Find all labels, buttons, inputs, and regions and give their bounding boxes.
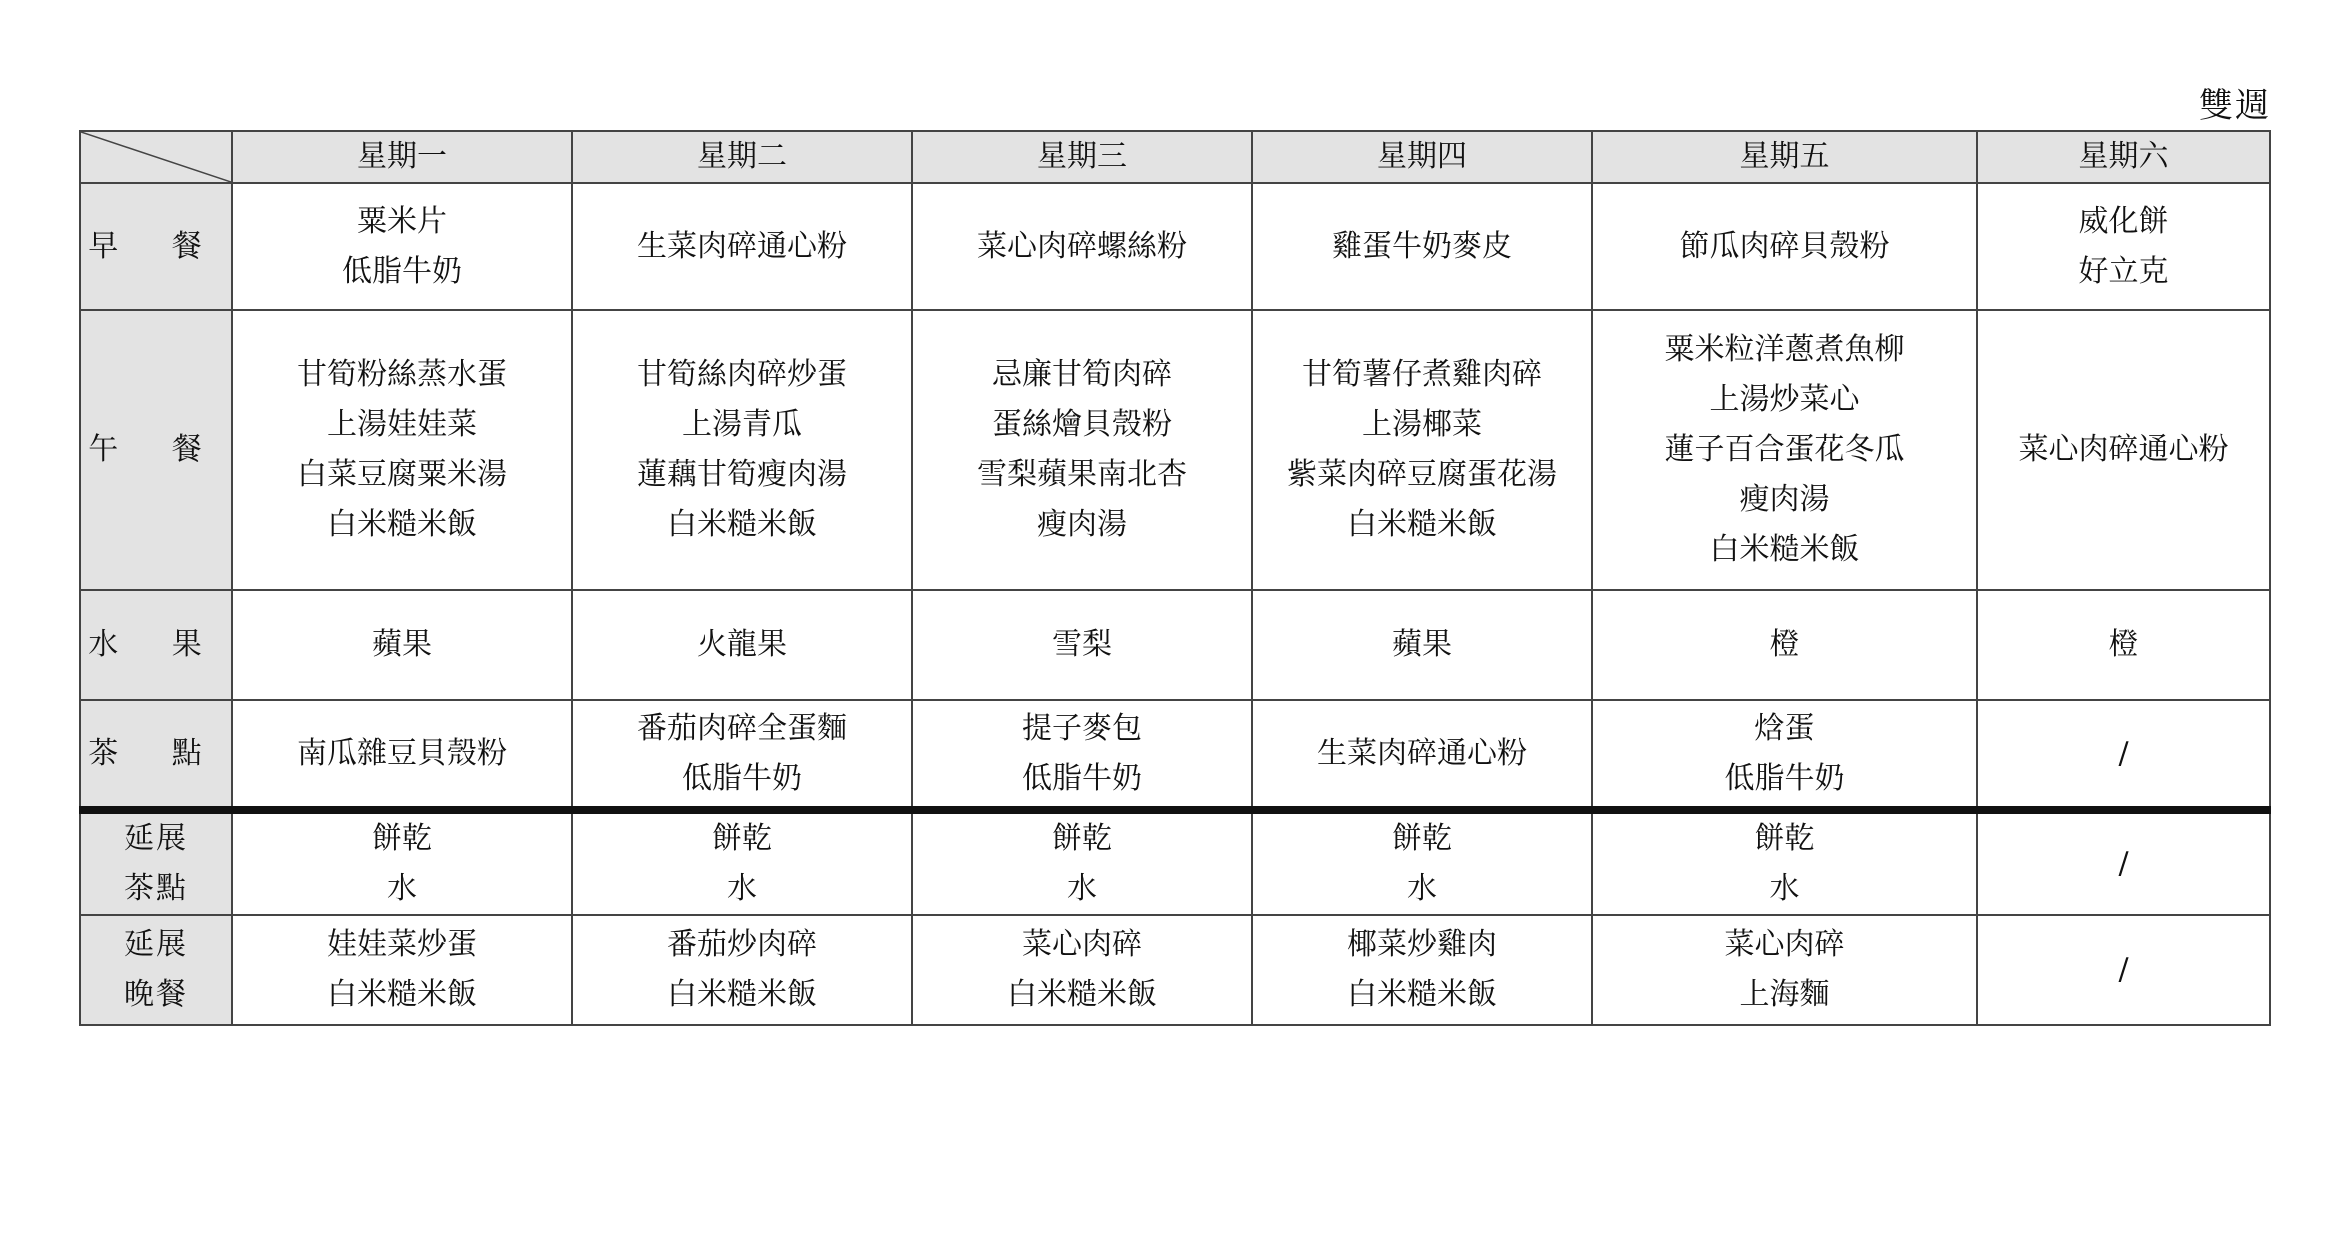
menu-item: 水 [727, 871, 757, 906]
menu-item: 蓮子百合蛋花冬瓜 [1664, 432, 1905, 467]
menu-item: 上湯炒菜心 [1709, 382, 1860, 417]
menu-item: 橙 [2108, 627, 2139, 662]
menu-item: 水 [1769, 871, 1800, 906]
menu-item: 白米糙米飯 [327, 977, 477, 1012]
menu-item: 節瓜肉碎貝殼粉 [1679, 228, 1890, 264]
menu-cell [1977, 810, 2270, 915]
menu-item: 低脂牛奶 [342, 253, 462, 289]
menu-cell [572, 590, 912, 700]
menu-item: 雪梨 [1052, 627, 1112, 662]
row-label-snack: 茶 點 [80, 700, 232, 810]
menu-item: 番茄肉碎全蛋麵 [637, 710, 847, 746]
day-header-tue: 星期二 [572, 131, 912, 183]
header-row [80, 131, 2270, 183]
menu-item: 低脂牛奶 [1022, 760, 1142, 796]
menu-item: 番茄炒肉碎 [667, 927, 817, 962]
menu-item: 蓮藕甘筍瘦肉湯 [637, 457, 847, 492]
day-header-mon: 星期一 [232, 131, 572, 183]
menu-item: 白米糙米飯 [1007, 977, 1157, 1012]
menu-item: 瘦肉湯 [1739, 482, 1830, 517]
diagonal-line [81, 132, 231, 182]
menu-item: 餅乾 [1754, 821, 1815, 856]
menu-item: 生菜肉碎通心粉 [1317, 735, 1527, 771]
menu-cell [1977, 590, 2270, 700]
menu-item: 蘋果 [1392, 627, 1452, 662]
row-label-line: 茶點 [124, 871, 188, 906]
menu-item: 低脂牛奶 [1724, 760, 1845, 796]
menu-item: / [2118, 846, 2129, 881]
menu-item: 上海麵 [1739, 977, 1830, 1012]
menu-cell [572, 700, 912, 810]
menu-cell [912, 700, 1252, 810]
menu-cell [232, 810, 572, 915]
menu-cell [1252, 810, 1592, 915]
day-header-fri: 星期五 [1592, 131, 1977, 183]
menu-item: 上湯青瓜 [682, 407, 802, 442]
menu-cell [912, 590, 1252, 700]
corner-cell [80, 131, 232, 183]
menu-item: 水 [1067, 871, 1097, 906]
menu-item: 甘筍絲肉碎炒蛋 [637, 357, 847, 392]
menu-item: 餅乾 [712, 821, 772, 856]
menu-cell [232, 183, 572, 310]
menu-cell [1592, 183, 1977, 310]
weekly-menu-table [79, 130, 2271, 1026]
row-label-line: 延展 [124, 821, 188, 856]
menu-cell [1977, 915, 2270, 1025]
menu-cell [1592, 915, 1977, 1025]
week-label: 雙週 [2199, 86, 2271, 126]
menu-row-fruit [80, 590, 2270, 700]
menu-row-extended-dinner [80, 915, 2270, 1025]
menu-item: 白菜豆腐粟米湯 [297, 457, 507, 492]
menu-cell [232, 700, 572, 810]
menu-item: 餅乾 [1052, 821, 1112, 856]
menu-item: 火龍果 [697, 627, 787, 662]
menu-item: 菜心肉碎通心粉 [2018, 432, 2229, 467]
menu-cell [1592, 700, 1977, 810]
menu-item: 好立克 [2078, 253, 2169, 289]
menu-item: 蘋果 [372, 627, 432, 662]
menu-cell [912, 915, 1252, 1025]
menu-cell [232, 915, 572, 1025]
row-label-breakfast: 早 餐 [80, 183, 232, 310]
menu-cell [1252, 590, 1592, 700]
menu-item: 白米糙米飯 [1347, 507, 1497, 542]
menu-cell [572, 183, 912, 310]
menu-item: 雞蛋牛奶麥皮 [1332, 228, 1512, 264]
menu-cell [1592, 590, 1977, 700]
menu-cell [912, 810, 1252, 915]
menu-item: 餅乾 [372, 821, 432, 856]
menu-item: 水 [387, 871, 417, 906]
menu-item: 白米糙米飯 [1347, 977, 1497, 1012]
menu-item: 白米糙米飯 [1709, 532, 1860, 567]
menu-cell [1977, 310, 2270, 590]
menu-cell [1592, 310, 1977, 590]
menu-cell [232, 310, 572, 590]
menu-item: 白米糙米飯 [667, 507, 817, 542]
menu-item: 上湯娃娃菜 [327, 407, 477, 442]
menu-cell [572, 915, 912, 1025]
menu-cell [572, 810, 912, 915]
menu-item: 低脂牛奶 [682, 760, 802, 796]
menu-row-snack [80, 700, 2270, 810]
menu-row-extended-snack [80, 810, 2270, 915]
row-label-line: 晚餐 [124, 977, 188, 1012]
menu-item: 粟米粒洋蔥煮魚柳 [1664, 332, 1905, 367]
menu-cell [1977, 183, 2270, 310]
menu-item: 生菜肉碎通心粉 [637, 228, 847, 264]
menu-item: 甘筍粉絲蒸水蛋 [297, 357, 507, 392]
menu-item: 粟米片 [357, 203, 447, 239]
menu-item: / [2118, 952, 2129, 987]
day-header-thu: 星期四 [1252, 131, 1592, 183]
menu-item: 娃娃菜炒蛋 [327, 927, 477, 962]
menu-row-breakfast [80, 183, 2270, 310]
menu-item: 白米糙米飯 [327, 507, 477, 542]
row-label-extended-dinner [80, 915, 232, 1025]
menu-item: 菜心肉碎螺絲粉 [977, 228, 1187, 264]
menu-cell [232, 590, 572, 700]
row-label-line: 延展 [124, 927, 188, 962]
menu-cell [912, 310, 1252, 590]
menu-row-lunch [80, 310, 2270, 590]
menu-cell [572, 310, 912, 590]
menu-item: 焓蛋 [1754, 710, 1815, 746]
menu-cell [1252, 183, 1592, 310]
menu-item: 水 [1407, 871, 1437, 906]
menu-item: 菜心肉碎 [1724, 927, 1845, 962]
menu-item: 白米糙米飯 [667, 977, 817, 1012]
menu-item: 椰菜炒雞肉 [1347, 927, 1497, 962]
menu-item: 餅乾 [1392, 821, 1452, 856]
row-label-fruit: 水 果 [80, 590, 232, 700]
menu-item: 紫菜肉碎豆腐蛋花湯 [1287, 457, 1557, 492]
day-header-sat: 星期六 [1977, 131, 2270, 183]
menu-cell [1252, 700, 1592, 810]
menu-item: 蛋絲燴貝殼粉 [992, 407, 1172, 442]
menu-item: 瘦肉湯 [1037, 507, 1127, 542]
menu-item: 提子麥包 [1022, 710, 1142, 746]
menu-item: 雪梨蘋果南北杏 [977, 457, 1187, 492]
menu-item: 橙 [1769, 627, 1800, 662]
menu-cell [1252, 310, 1592, 590]
row-label-extended-snack [80, 810, 232, 915]
menu-item: 南瓜雜豆貝殼粉 [297, 735, 507, 771]
menu-item: 上湯椰菜 [1362, 407, 1482, 442]
row-label-lunch: 午 餐 [80, 310, 232, 590]
day-header-wed: 星期三 [912, 131, 1252, 183]
menu-item: / [2118, 735, 2129, 771]
menu-cell [1592, 810, 1977, 915]
menu-cell [1977, 700, 2270, 810]
menu-cell [1252, 915, 1592, 1025]
menu-cell [912, 183, 1252, 310]
menu-item: 忌廉甘筍肉碎 [992, 357, 1172, 392]
menu-item: 甘筍薯仔煮雞肉碎 [1302, 357, 1542, 392]
menu-item: 菜心肉碎 [1022, 927, 1142, 962]
menu-item: 威化餅 [2078, 203, 2169, 239]
